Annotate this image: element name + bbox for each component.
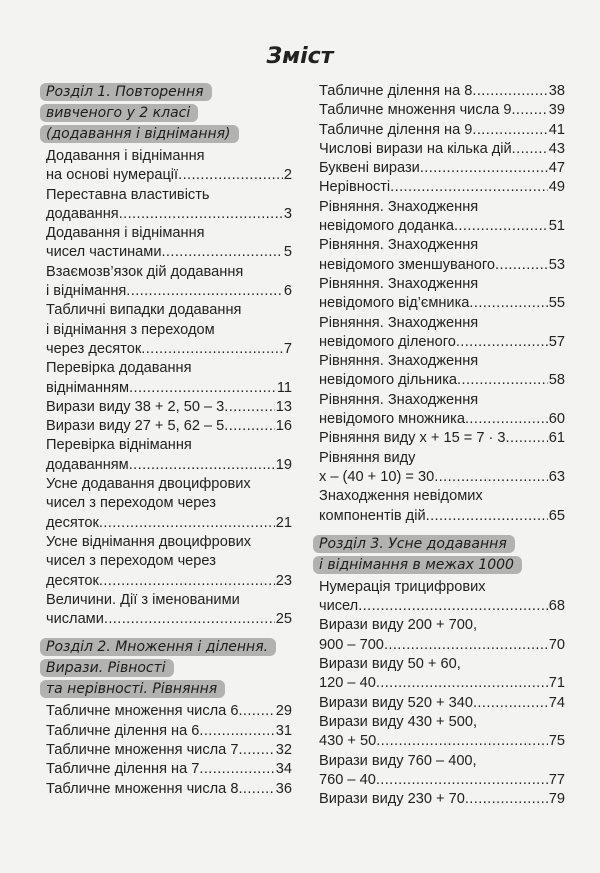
leader-dots xyxy=(473,694,548,713)
toc-entry[interactable] xyxy=(46,780,292,799)
toc-entry-last-line xyxy=(319,694,565,713)
entry-text: невідомого множника xyxy=(319,411,465,428)
toc-left-column xyxy=(46,82,292,799)
page-number: 79 xyxy=(548,791,565,808)
entry-text: чисел частинами xyxy=(46,244,162,261)
leader-dots xyxy=(224,398,274,417)
leader-dots xyxy=(511,101,547,120)
toc-entry[interactable] xyxy=(46,263,292,302)
toc-entry-last-line xyxy=(46,702,292,721)
section-heading-line: (додавання і віднімання) xyxy=(40,125,239,143)
page-number: 63 xyxy=(548,468,565,485)
page-number: 77 xyxy=(548,771,565,788)
page-number: 74 xyxy=(548,694,565,711)
section-heading xyxy=(313,534,565,576)
entry-text: 120 – 40 xyxy=(319,675,376,692)
entry-text: Табличне множення числа 9 xyxy=(319,102,512,119)
entry-text: десяток xyxy=(46,572,99,589)
entry-text: Величини. Дії з іменованими xyxy=(46,591,240,608)
toc-entry[interactable] xyxy=(46,224,292,263)
entry-text: Усне додавання двоцифрових xyxy=(46,476,251,493)
entry-text: 430 + 50 xyxy=(319,733,377,750)
toc-entry[interactable] xyxy=(46,186,292,225)
toc-entry-last-line xyxy=(46,243,292,262)
toc-entry[interactable] xyxy=(319,487,565,526)
leader-dots xyxy=(512,140,548,159)
entry-text: Рівняння. Знаходження xyxy=(319,391,479,408)
leader-dots xyxy=(390,178,548,197)
leader-dots xyxy=(119,205,283,224)
page-number: 13 xyxy=(275,398,292,415)
section-heading-line: і віднімання в межах 1000 xyxy=(313,556,522,574)
page-number: 61 xyxy=(548,430,565,447)
page-number: 49 xyxy=(548,179,565,196)
entry-text: Рівняння. Знаходження xyxy=(319,353,479,370)
section-heading-line: Розділ 1. Повторення xyxy=(40,83,212,101)
entry-text: Вирази виду 38 + 2, 50 – 3 xyxy=(46,398,225,415)
toc-entry[interactable] xyxy=(46,533,292,591)
leader-dots xyxy=(224,417,274,436)
entry-text: Вирази виду 50 + 60, xyxy=(319,656,461,673)
entry-text: Вирази виду 430 + 500, xyxy=(319,713,478,730)
entry-text: Додавання і віднімання xyxy=(46,225,205,242)
page-number: 21 xyxy=(275,514,292,531)
toc-entry-last-line xyxy=(319,140,565,159)
toc-entry-last-line xyxy=(46,722,292,741)
toc-entry-last-line xyxy=(46,514,292,533)
entry-text: Рівняння. Знаходження xyxy=(319,198,479,215)
entry-text: Взаємозв’язок дій додавання xyxy=(46,263,244,280)
section-heading xyxy=(40,637,292,700)
toc-entry[interactable] xyxy=(319,616,565,655)
toc-entry[interactable] xyxy=(319,578,565,617)
toc-entry-last-line xyxy=(319,790,565,809)
leader-dots xyxy=(454,217,548,236)
entry-text: додаванням xyxy=(46,456,129,473)
entry-text: Табличне ділення на 9 xyxy=(319,121,473,138)
leader-dots xyxy=(99,572,275,591)
entry-text: Знаходження невідомих xyxy=(319,488,483,505)
toc-section xyxy=(46,82,292,629)
toc-entry[interactable] xyxy=(319,694,565,713)
entry-text: x – (40 + 10) = 30 xyxy=(319,468,435,485)
leader-dots xyxy=(178,166,283,185)
leader-dots xyxy=(141,340,283,359)
toc-entry[interactable] xyxy=(46,702,292,721)
toc-entry-last-line xyxy=(319,371,565,390)
leader-dots xyxy=(199,722,274,741)
leader-dots xyxy=(161,243,282,262)
leader-dots xyxy=(104,610,275,629)
entry-text: чисел з переходом через xyxy=(46,495,216,512)
entry-text: Рівняння. Знаходження xyxy=(319,275,479,292)
toc-entry[interactable] xyxy=(46,760,292,779)
toc-entry-last-line xyxy=(319,771,565,790)
page-number: 5 xyxy=(283,244,292,261)
toc-entry[interactable] xyxy=(319,198,565,237)
page-title: Зміст xyxy=(266,44,334,69)
entry-text: і віднімання з переходом xyxy=(46,321,215,338)
toc-entry-last-line xyxy=(46,780,292,799)
toc-entry[interactable] xyxy=(46,591,292,630)
toc-entry[interactable] xyxy=(319,121,565,140)
entry-text: Табличне множення числа 8 xyxy=(46,780,239,797)
entry-text: невідомого доданка xyxy=(319,218,454,235)
page-number: 57 xyxy=(548,333,565,350)
leader-dots xyxy=(376,674,548,693)
entry-text: Нерівності xyxy=(319,179,391,196)
section-heading-line: вивченого у 2 класі xyxy=(40,104,198,122)
page-number: 25 xyxy=(275,611,292,628)
toc-entry-last-line xyxy=(319,82,565,101)
entry-text: на основі нумерації xyxy=(46,167,179,184)
leader-dots xyxy=(129,456,275,475)
leader-dots xyxy=(238,741,274,760)
page-number: 70 xyxy=(548,636,565,653)
page-number: 23 xyxy=(275,572,292,589)
leader-dots xyxy=(358,597,548,616)
leader-dots xyxy=(434,468,548,487)
entry-text: 900 – 700 xyxy=(319,636,384,653)
leader-dots xyxy=(199,760,274,779)
toc-entry[interactable] xyxy=(319,655,565,694)
page-number: 71 xyxy=(548,675,565,692)
toc-entry-last-line xyxy=(319,333,565,352)
toc-entry-last-line xyxy=(46,417,292,436)
entry-text: Буквені вирази xyxy=(319,160,420,177)
page-number: 16 xyxy=(275,418,292,435)
page-number: 6 xyxy=(283,283,292,300)
entry-text: Рівняння виду x + 15 = 7 · 3 xyxy=(319,430,506,447)
entry-text: Вирази виду 760 – 400, xyxy=(319,752,477,769)
toc-entry[interactable] xyxy=(46,436,292,475)
toc-entry-last-line xyxy=(319,178,565,197)
leader-dots xyxy=(495,256,548,275)
toc-entry-last-line xyxy=(319,429,565,448)
leader-dots xyxy=(506,429,548,448)
entry-text: десяток xyxy=(46,514,99,531)
toc-entry-last-line xyxy=(319,294,565,313)
toc-entry-last-line xyxy=(319,636,565,655)
toc-entry[interactable] xyxy=(319,82,565,101)
entry-text: додавання xyxy=(46,205,119,222)
toc-entry-last-line xyxy=(319,410,565,429)
toc-entry-last-line xyxy=(46,205,292,224)
toc-section xyxy=(46,637,292,798)
toc-section xyxy=(319,82,565,526)
toc-entry-last-line xyxy=(319,217,565,236)
leader-dots xyxy=(126,282,283,301)
toc-entry[interactable] xyxy=(319,713,565,752)
entry-text: Перевірка віднімання xyxy=(46,437,192,454)
section-heading-line: Розділ 2. Множення і ділення. xyxy=(40,638,276,656)
toc-entry-last-line xyxy=(319,121,565,140)
toc-entry[interactable] xyxy=(319,159,565,178)
toc-entry[interactable] xyxy=(319,236,565,275)
leader-dots xyxy=(457,371,548,390)
toc-entry-last-line xyxy=(46,741,292,760)
toc-entry-last-line xyxy=(319,732,565,751)
entry-text: Усне віднімання двоцифрових xyxy=(46,533,252,550)
toc-entry-last-line xyxy=(46,398,292,417)
section-heading xyxy=(40,82,292,145)
toc-entry-last-line xyxy=(319,101,565,120)
entry-text: Переставна властивість xyxy=(46,186,210,203)
toc-entry[interactable] xyxy=(46,301,292,359)
toc-entry[interactable] xyxy=(319,752,565,791)
toc-entry[interactable] xyxy=(46,741,292,760)
leader-dots xyxy=(238,780,274,799)
toc-entry-last-line xyxy=(319,507,565,526)
entry-text: Нумерація трицифрових xyxy=(319,578,486,595)
entry-text: чисел xyxy=(319,598,359,615)
entry-text: Табличне ділення на 8 xyxy=(319,83,473,99)
entry-text: Вирази виду 200 + 700, xyxy=(319,617,478,634)
section-heading-line: Розділ 3. Усне додавання xyxy=(313,535,515,553)
toc-entry[interactable] xyxy=(319,790,565,809)
leader-dots xyxy=(99,514,275,533)
toc-entry[interactable] xyxy=(319,275,565,314)
entry-text: Табличне множення числа 6 xyxy=(46,703,239,720)
leader-dots xyxy=(472,121,547,140)
toc-entry[interactable] xyxy=(46,398,292,417)
toc-entry-last-line xyxy=(319,256,565,275)
toc-entry[interactable] xyxy=(319,352,565,391)
toc-entry-last-line xyxy=(46,166,292,185)
entry-text: Вирази виду 27 + 5, 62 – 5 xyxy=(46,418,225,435)
toc-entry-last-line xyxy=(46,760,292,779)
page-number: 65 xyxy=(548,507,565,524)
page-number: 7 xyxy=(283,340,292,357)
entry-text: чисел з переходом через xyxy=(46,553,216,570)
toc-entry[interactable] xyxy=(319,178,565,197)
toc-entry[interactable] xyxy=(319,101,565,120)
page-number: 29 xyxy=(275,703,292,720)
page-number: 47 xyxy=(548,160,565,177)
page-number: 58 xyxy=(548,372,565,389)
toc-section xyxy=(319,534,565,810)
leader-dots xyxy=(376,771,548,790)
entry-text: Рівняння. Знаходження xyxy=(319,314,479,331)
section-heading-line: Вирази. Рівності xyxy=(40,659,174,677)
toc-entry-last-line xyxy=(319,159,565,178)
page-number: 2 xyxy=(283,167,292,184)
toc-entry-last-line xyxy=(46,610,292,629)
entry-text: Вирази виду 520 + 340 xyxy=(319,694,473,711)
entry-text: Табличне ділення на 6 xyxy=(46,722,200,739)
leader-dots xyxy=(238,702,274,721)
toc-entry-last-line xyxy=(46,456,292,475)
leader-dots xyxy=(472,82,547,101)
toc-entry-last-line xyxy=(319,468,565,487)
toc-entry[interactable] xyxy=(319,391,565,430)
page-number: 39 xyxy=(548,102,565,119)
leader-dots xyxy=(469,294,547,313)
entry-text: Перевірка додавання xyxy=(46,360,192,377)
page-number: 32 xyxy=(275,742,292,759)
page-number: 3 xyxy=(283,205,292,222)
leader-dots xyxy=(384,636,548,655)
toc-entry[interactable] xyxy=(46,359,292,398)
leader-dots xyxy=(426,507,548,526)
toc-entry-last-line xyxy=(46,340,292,359)
page-number: 55 xyxy=(548,295,565,312)
entry-text: невідомого дільника xyxy=(319,372,458,389)
page-number: 41 xyxy=(548,121,565,138)
entry-text: Рівняння. Знаходження xyxy=(319,237,479,254)
entry-text: 760 – 40 xyxy=(319,771,376,788)
page-number: 11 xyxy=(276,379,292,396)
entry-text: Додавання і віднімання xyxy=(46,148,205,164)
entry-text: Вирази виду 230 + 70 xyxy=(319,791,465,808)
toc-entry-last-line xyxy=(46,572,292,591)
entry-text: Числові вирази на кілька дій xyxy=(319,140,512,157)
toc-entry-last-line xyxy=(46,282,292,301)
entry-text: і віднімання xyxy=(46,283,127,300)
toc-entry-last-line xyxy=(46,379,292,398)
page-number: 43 xyxy=(548,140,565,157)
toc-entry-last-line xyxy=(319,674,565,693)
toc-entry[interactable] xyxy=(46,722,292,741)
page-number: 53 xyxy=(548,256,565,273)
entry-text: відніманням xyxy=(46,379,130,396)
page-number: 34 xyxy=(275,761,292,778)
page-number: 38 xyxy=(548,83,565,99)
entry-text: Табличне ділення на 7 xyxy=(46,761,200,778)
leader-dots xyxy=(420,159,548,178)
leader-dots xyxy=(456,333,548,352)
entry-text: невідомого від’ємника xyxy=(319,295,470,312)
page-number: 31 xyxy=(275,722,292,739)
entry-text: невідомого діленого xyxy=(319,333,456,350)
page-number: 19 xyxy=(275,456,292,473)
toc-entry-last-line xyxy=(319,597,565,616)
entry-text: Табличні випадки додавання xyxy=(46,302,242,319)
toc-right-column xyxy=(319,82,565,809)
entry-text: Табличне множення числа 7 xyxy=(46,742,239,759)
leader-dots xyxy=(376,732,548,751)
leader-dots xyxy=(465,410,548,429)
entry-text: через десяток xyxy=(46,340,142,357)
toc-entry[interactable] xyxy=(319,429,565,448)
page-number: 36 xyxy=(275,780,292,797)
section-heading-line: та нерівності. Рівняння xyxy=(40,680,225,698)
page-number: 68 xyxy=(548,598,565,615)
entry-text: числами xyxy=(46,611,104,628)
leader-dots xyxy=(465,790,548,809)
page-number: 51 xyxy=(548,218,565,235)
toc-entry[interactable] xyxy=(46,475,292,533)
entry-text: невідомого зменшуваного xyxy=(319,256,496,273)
toc-entry[interactable] xyxy=(46,147,292,186)
page-number: 75 xyxy=(548,733,565,750)
entry-text: компонентів дій xyxy=(319,507,426,524)
toc-entry[interactable] xyxy=(319,449,565,488)
leader-dots xyxy=(129,379,276,398)
page-number: 60 xyxy=(548,411,565,428)
toc-entry[interactable] xyxy=(46,417,292,436)
toc-entry[interactable] xyxy=(319,140,565,159)
entry-text: Рівняння виду xyxy=(319,449,416,466)
toc-entry[interactable] xyxy=(319,314,565,353)
